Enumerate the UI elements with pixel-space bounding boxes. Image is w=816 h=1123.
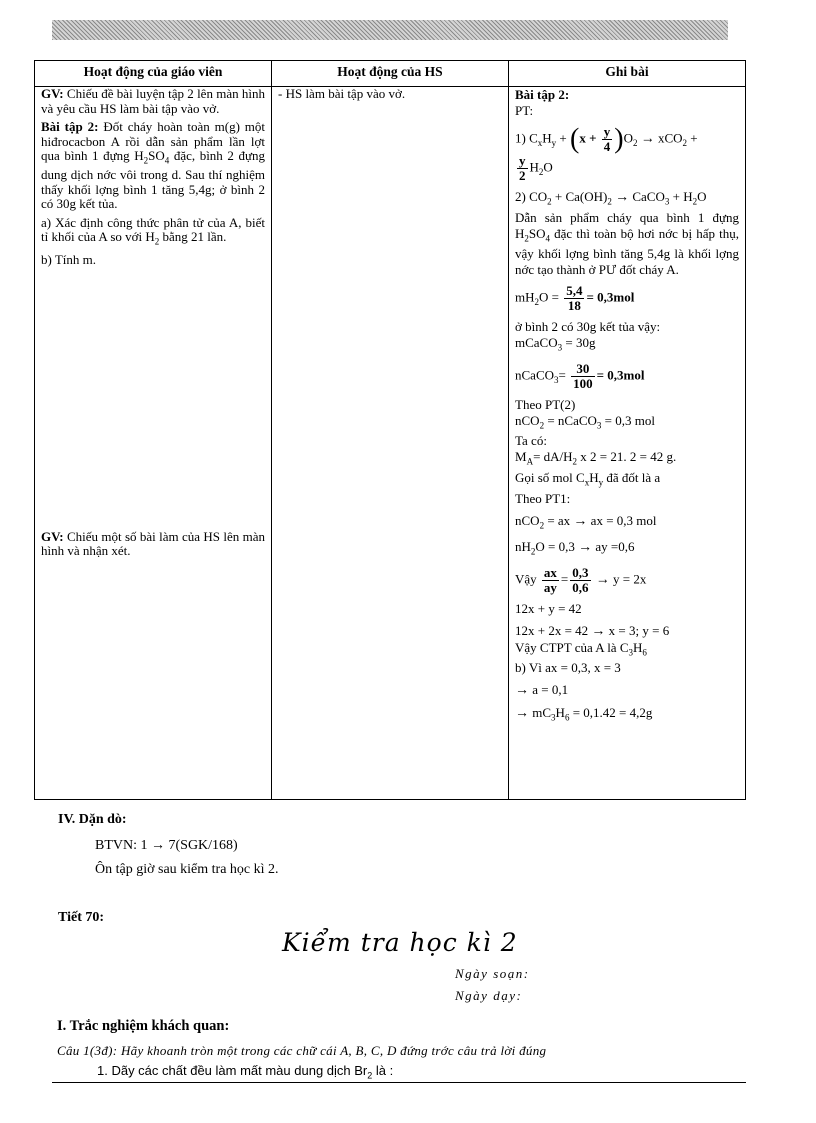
- part-1-heading: I. Trắc nghiệm khách quan:: [57, 1018, 230, 1034]
- nco2-ax: nCO$_2$ = ax → ax = 0,3 mol: [515, 512, 657, 531]
- nco2-line: nCO$_2$ = nCaCO$_3$ = 0,3 mol: [515, 412, 655, 431]
- lesson-table: [34, 60, 746, 800]
- a-line: → a = 0,1: [515, 682, 569, 699]
- col-teacher-header: Hoạt động của giáo viên: [35, 61, 272, 87]
- arrow-icon: →: [640, 131, 655, 147]
- explanation: Dẫn sản phẩm cháy qua bình 1 đựng $H_2SO_4$ đặc thì toàn bộ hơi nớc bị hấp thụ, vậy khối lợng bình tăng 5,4g là khối lợng nớc tạo thành ở PƯ đốt cháy A.: [515, 209, 739, 278]
- header-hatch-bar: [52, 20, 728, 40]
- teacher-cell: [35, 87, 272, 800]
- notes-exercise-label: Bài tập 2:: [515, 87, 570, 102]
- nh2o-ay: $nH_2O = 0,3$ → ay =0,6: [515, 539, 635, 557]
- theo-pt1: Theo PT1:: [515, 490, 571, 506]
- taco: Ta có:: [515, 433, 547, 449]
- student-cell: [272, 87, 509, 800]
- goi-line: Gọi số mol $C_xH_y$ đã đốt là a: [515, 469, 661, 488]
- mcaco3-line: mCaCO$_3$ = 30g: [515, 335, 596, 353]
- question-b: b) Tính m.: [41, 252, 97, 268]
- eq-12x2: 12x + 2x = 42 → x = 3; y = 6: [515, 622, 670, 639]
- arrow-icon: →: [515, 683, 529, 699]
- ngay-soan: Ngày soạn:: [455, 966, 530, 981]
- equation-1-cont: $\frac{y}{2}$ $H_2O$: [519, 153, 553, 183]
- mh2o-calc: $mH_2O$ = $\frac{5,4}{18}$ = 0,3mol: [515, 283, 635, 314]
- ngay-day: Ngày dạy:: [455, 988, 523, 1003]
- notes-pt: PT:: [515, 103, 534, 118]
- eq-12x: 12x + y = 42: [515, 600, 582, 616]
- ma-line: $M_A= dA/H_2$ x 2 = 21. 2 = 42 g.: [515, 449, 677, 467]
- ontap-line: Ôn tập giờ sau kiểm tra học kì 2.: [95, 862, 279, 877]
- table-body-row: [35, 87, 746, 800]
- section-4-heading: IV. Dặn dò:: [58, 812, 127, 827]
- m-line: → $mC_3H_6 = 0,1.42 = 4,2g$: [515, 705, 653, 723]
- col-student-header: Hoạt động của HS: [272, 61, 509, 87]
- arrow-icon: →: [591, 623, 606, 639]
- exercise-2-statement: Bài tập 2: Đốt cháy hoàn toàn m(g) một hiđrocacbon A rồi dẫn sản phẩm lần lợt qua bình 1 đựng $H_2SO_4$ đặc, bình 2 đựng dung dịch nớc vôi trong d. Sau thí nghiệm thấy khối lợng bình 1 tăng 5,4g; ở bình 2 có 30g kết tủa.: [41, 119, 266, 212]
- binh2-text: ở bình 2 có 30g kết tủa vậy:: [515, 319, 661, 335]
- arrow-icon: →: [151, 838, 165, 853]
- bottom-rule: [52, 1082, 746, 1083]
- gv-instruction-1: GV: Chiếu đề bài luyện tập 2 lên màn hình và yêu cầu HS làm bài tập vào vở.: [41, 86, 266, 116]
- cau-1-instruction: Câu 1(3đ): Hãy khoanh tròn một trong các chữ cái A, B, C, D đứng trớc câu trả lời đúng: [57, 1043, 547, 1058]
- btvn-line: BTVN: 1 → 7(SGK/168): [95, 838, 238, 853]
- exam-title: Kiểm tra học kì 2: [282, 928, 518, 957]
- col-notes-header: Ghi bài: [509, 61, 746, 87]
- student-activity: - HS làm bài tập vào vở.: [278, 86, 406, 101]
- arrow-icon: →: [515, 706, 529, 722]
- question-1: 1. Dãy các chất đều làm mất màu dung dịch $Br_2$ là :: [97, 1063, 394, 1081]
- table-header-row: [35, 61, 746, 87]
- question-a: a) Xác định công thức phân tử của A, biết tỉ khối của A so với $H_2$ bằng 21 lần.: [41, 214, 265, 247]
- equation-2: 2) $CO_2 + Ca(OH)_2$ → CaCO$_3$ + $H_2O$: [515, 189, 707, 207]
- gv-instruction-2: GV: Chiếu một số bài làm của HS lên màn hình và nhận xét.: [41, 528, 265, 559]
- arrow-icon: →: [595, 572, 610, 588]
- theo-pt2: Theo PT(2): [515, 396, 576, 412]
- arrow-icon: →: [615, 190, 630, 205]
- arrow-icon: →: [573, 513, 588, 529]
- ctpt-line: Vậy CTPT của A là $C_3H_6$: [515, 639, 647, 658]
- tiet-heading: Tiết 70:: [58, 910, 105, 925]
- b-line: b) Vì ax = 0,3, x = 3: [515, 660, 621, 676]
- arrow-icon: →: [578, 540, 593, 556]
- ratio-line: Vậy $\frac{ax}{ay}$ = $\frac{0,3}{0,6}$ → y = 2x: [515, 564, 647, 595]
- equation-1: 1) $C_xH_y + (x$ + $\frac{y}{4}$ )$O_2 \to xCO_2$ +: [515, 123, 698, 155]
- ncaco3-calc: nCaCO$_3$= $\frac{30}{100}$ = 0,3mol: [515, 360, 645, 391]
- notes-cell: [509, 87, 746, 800]
